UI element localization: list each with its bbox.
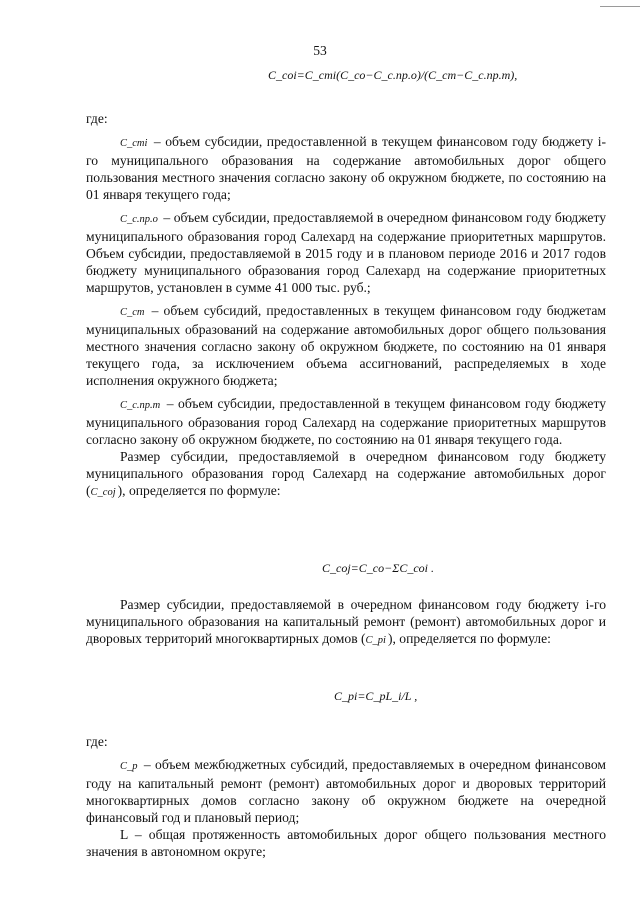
symbol-l: L (120, 827, 128, 842)
symbol-c-spr-o: C_с.пр.о (120, 214, 158, 225)
paragraph-subsidy-salekhard: Размер субсидии, предоставляемой в очередном финансовом году бюджету муниципального образования город Салехард на содержание автомобильных дорог (C_coj ), определяется по формуле: (86, 449, 606, 498)
page-number: 53 (313, 43, 327, 58)
symbol-c-p: C_p (120, 761, 138, 772)
document-body-3 (86, 733, 606, 860)
definition-text: – объем субсидий, предоставленных в текущем финансовом году бюджетам муниципальных образований на содержание автомобильных дорог общего пользования местного значения согласно закону об окружном бюджете, по состоянию на 01 января текущего года, за исключением объема ассигнований, распределяемых в ходе исполнения окружного бюджета; (86, 303, 606, 388)
where-label-2: где: (86, 734, 108, 749)
definition-c-cm (86, 302, 606, 389)
paragraph-capital-repair: Размер субсидии, предоставляемой в очередном финансовом году бюджету i-го муниципального образования на капитальный ремонт (ремонт) автомобильных дорог и дворовых территорий многоквартирных домов (C_pi ), определяется по формуле: (86, 597, 606, 646)
formula-subsidy-salekhard: C_coj=C_co−ΣC_coi . (322, 561, 434, 575)
definition-l (86, 826, 606, 860)
formula-capital-repair: C_pi=C_pL_i/L , (334, 689, 418, 703)
where-label-1: где: (86, 111, 108, 126)
document-body-2 (86, 596, 606, 649)
definition-text: – объем субсидии, предоставленной в текущем финансовом году бюджету муниципального образования город Салехард на содержание приоритетных маршрутов согласно закону об окружном бюджете, по состоянию на 01 января текущего года. (86, 396, 606, 447)
definition-c-spr-o (86, 209, 606, 296)
formula-subsidy-i: C_coi=C_cmi(C_co−C_c.пр.о)/(C_cm−C_c.пр.т), (268, 68, 518, 82)
symbol-c-spr-t: C_с.пр.т (120, 400, 161, 411)
definition-text: – объем субсидии, предоставляемой в очередном финансовом году бюджету муниципального образования город Салехард на содержание приоритетных маршрутов. Объем субсидии, предоставляемой в 2015 году и в плановом периоде 2016 и 2017 годов бюджету муниципального образования город Салехард на содержание приоритетных маршрутов, установлен в сумме 41 000 тыс. руб.; (86, 210, 606, 295)
definition-text: – общая протяженность автомобильных дорог общего пользования местного значения в автономном округе; (86, 827, 606, 859)
symbol-c-pi: C_pi (365, 635, 386, 646)
symbol-c-cm: C_cm (120, 307, 145, 318)
symbol-c-cmi: C_cmi (120, 138, 148, 149)
definition-c-spr-t (86, 395, 606, 448)
symbol-c-coj: C_coj (90, 487, 116, 498)
definition-text: – объем субсидии, предоставленной в текущем финансовом году бюджету i-го муниципального образования на содержание автомобильных дорог общего пользования местного значения согласно закону об окружном бюджете, по состоянию на 01 января текущего года; (86, 134, 606, 202)
scan-edge-line (600, 6, 640, 7)
definition-c-cmi (86, 133, 606, 203)
definition-c-p (86, 756, 606, 826)
definition-text: – объем межбюджетных субсидий, предоставляемых в очередном финансовом году на капитальный ремонт (ремонт) автомобильных дорог и дворовых территорий многоквартирных домов согласно закону об окружном бюджете на очередной финансовый год и плановый период; (86, 757, 606, 825)
document-body (86, 110, 606, 501)
